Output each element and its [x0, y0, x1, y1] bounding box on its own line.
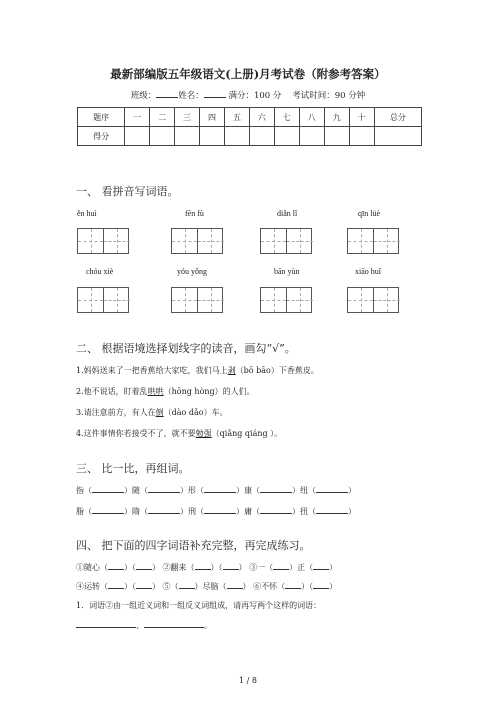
answer-blank[interactable]	[316, 484, 348, 493]
question-text: 4.这件事情你若接受不了，就不要	[76, 429, 196, 438]
question-options[interactable]: （dào dǎo）车。	[163, 408, 228, 417]
char: 扭	[300, 507, 308, 516]
question-line	[76, 386, 255, 397]
underlined-char: 剥	[227, 366, 236, 375]
pinyin-label: ěn huì	[77, 209, 97, 218]
char: 刑	[188, 507, 196, 516]
score-header-cell: 题序	[78, 108, 125, 127]
answer-blank[interactable]	[204, 505, 236, 514]
question-options[interactable]: （qiǎng qiáng ）。	[211, 429, 283, 438]
writing-grid[interactable]	[260, 228, 312, 254]
idiom-text: ④运转（	[76, 582, 108, 591]
answer-blank[interactable]	[92, 505, 124, 514]
score-cell[interactable]	[175, 127, 200, 146]
score-header-cell: 十	[349, 108, 374, 127]
idiom-blank[interactable]	[313, 580, 329, 589]
underlined-char: 倒	[155, 408, 164, 417]
writing-grid[interactable]	[171, 228, 223, 254]
answer-blank[interactable]	[148, 484, 180, 493]
score-table	[77, 107, 422, 146]
idiom-blank[interactable]	[273, 561, 289, 570]
idiom-blank[interactable]	[313, 561, 329, 570]
page-number: 1 / 8	[239, 676, 257, 685]
answer-blank[interactable]	[260, 505, 292, 514]
score-header-cell: 四	[200, 108, 225, 127]
score-header-cell: 三	[175, 108, 200, 127]
writing-grid[interactable]	[77, 228, 129, 254]
idiom-text: ）（	[124, 582, 136, 591]
answer-blank[interactable]	[148, 505, 180, 514]
pinyin-label: chóu xiè	[86, 267, 114, 276]
writing-grid[interactable]	[171, 287, 223, 313]
section3-heading: 三、 比一比，再组词。	[76, 462, 190, 475]
answer-blank[interactable]	[204, 484, 236, 493]
idiom-row	[76, 561, 337, 573]
underlined-char: 勉强	[195, 429, 212, 438]
score-header-cell: 八	[299, 108, 324, 127]
idiom-blank[interactable]	[136, 580, 152, 589]
compare-row: 脂（ ）隋（ ）刑（ ）庸（ ）扭（ ）	[76, 507, 356, 516]
idiom-text: ） ⑤（	[152, 582, 179, 591]
idiom-text: ）（	[210, 563, 223, 572]
score-header-cell: 总分	[374, 108, 421, 127]
score-header-cell: 一	[125, 108, 150, 127]
char: 隋	[132, 507, 140, 516]
separator: 、	[136, 621, 144, 630]
pinyin-label: diǎn lǐ	[277, 209, 298, 218]
score-table-score-row	[78, 127, 422, 146]
score-cell[interactable]	[349, 127, 374, 146]
score-cell[interactable]	[324, 127, 349, 146]
page-title: 最新部编版五年级语文(上册)月考试卷（附参考答案）	[110, 67, 386, 81]
idiom-text: ）	[329, 582, 338, 591]
char: 庸	[244, 507, 252, 516]
score-header-cell: 七	[274, 108, 299, 127]
pinyin-label: yóu yǒng	[177, 267, 207, 276]
score-header-cell: 二	[150, 108, 175, 127]
answer-blank[interactable]	[92, 484, 124, 493]
idiom-text: ） ③一（	[238, 563, 274, 572]
answer-blank[interactable]	[76, 619, 136, 628]
score-header-cell: 五	[224, 108, 249, 127]
idiom-text: ）正（	[289, 563, 314, 572]
writing-grid[interactable]	[347, 228, 399, 254]
question-text: 2.他不说话，盯着乱	[76, 387, 148, 396]
score-cell[interactable]	[374, 127, 421, 146]
pinyin-label: xiāo huǐ	[355, 267, 381, 276]
score-cell[interactable]	[125, 127, 150, 146]
score-header-cell: 九	[324, 108, 349, 127]
answer-blank[interactable]	[144, 619, 204, 628]
char: 形	[188, 486, 196, 495]
writing-grid[interactable]	[260, 287, 312, 313]
score-header-cell: 六	[249, 108, 274, 127]
underlined-char: 哄哄	[147, 387, 164, 396]
pinyin-label: qīn lüè	[358, 209, 380, 218]
question-options[interactable]: （bō bāo）下香蕉皮。	[235, 366, 319, 375]
score-table-header-row	[78, 108, 422, 127]
score-label: 满分：100 分	[228, 91, 282, 101]
score-cell[interactable]	[249, 127, 274, 146]
char: 指	[76, 486, 84, 495]
char: 纽	[300, 486, 308, 495]
question-options[interactable]: （hōng hòng）的人们。	[163, 387, 255, 396]
compare-row: 指（ ）随（ ）形（ ）康（ ）纽（ ）	[76, 486, 356, 495]
question-line	[76, 428, 282, 439]
exercise-question: 1．词语②由一组近义词和一组反义词组成，请再写两个这样的词语：	[76, 601, 322, 610]
idiom-blank[interactable]	[223, 561, 239, 570]
idiom-text: ） ②翻来（	[152, 563, 195, 572]
char: 脂	[76, 507, 84, 516]
score-cell[interactable]	[150, 127, 175, 146]
exam-info	[0, 89, 496, 101]
answer-blank[interactable]	[316, 505, 348, 514]
pinyin-label: fēn fù	[185, 209, 204, 218]
class-label: 班级：	[130, 91, 157, 101]
section4-heading: 四、 把下面的四字词语补充完整，再完成练习。	[76, 539, 311, 552]
writing-grid[interactable]	[347, 287, 399, 313]
idiom-text: ） ⑥不怀（	[242, 582, 286, 591]
idiom-blank[interactable]	[195, 561, 211, 570]
section1-heading: 一、 看拼音写词语。	[76, 185, 179, 198]
question-line	[76, 365, 319, 376]
question-text: 1.妈妈送来了一把香蕉给大家吃，我们马上	[76, 366, 228, 375]
idiom-text: ）（	[124, 563, 136, 572]
idiom-blank[interactable]	[108, 580, 124, 589]
section2-heading: 二、 根据语境选择划线字的读音，画勾“√”。	[76, 342, 296, 355]
idiom-blank[interactable]	[136, 561, 152, 570]
question-line	[76, 407, 228, 418]
time-label: 考试时间：90 分钟	[292, 91, 366, 101]
char: 随	[132, 486, 140, 495]
score-cell[interactable]	[299, 127, 324, 146]
idiom-blank[interactable]	[227, 580, 243, 589]
char: 康	[244, 486, 252, 495]
idiom-text: ）尽脑（	[194, 582, 227, 591]
idiom-text: ）（	[301, 582, 314, 591]
question-text: 3.请注意前方，有人在	[76, 408, 156, 417]
answer-blank[interactable]	[260, 484, 292, 493]
writing-grid[interactable]	[77, 287, 129, 313]
period: 。	[204, 621, 212, 630]
pinyin-label: bān yùn	[274, 267, 300, 276]
idiom-blank[interactable]	[108, 561, 124, 570]
idiom-text: ）	[329, 563, 338, 572]
name-label: 姓名：	[178, 91, 204, 101]
answer-line-row	[76, 619, 212, 631]
score-row-label: 得分	[78, 127, 125, 146]
score-cell[interactable]	[224, 127, 249, 146]
score-cell[interactable]	[200, 127, 225, 146]
idiom-row	[76, 580, 337, 592]
class-blank[interactable]	[156, 89, 178, 98]
idiom-blank[interactable]	[285, 580, 301, 589]
idiom-blank[interactable]	[179, 580, 195, 589]
score-cell[interactable]	[274, 127, 299, 146]
name-blank[interactable]	[204, 89, 226, 98]
idiom-text: ①随心（	[76, 563, 108, 572]
